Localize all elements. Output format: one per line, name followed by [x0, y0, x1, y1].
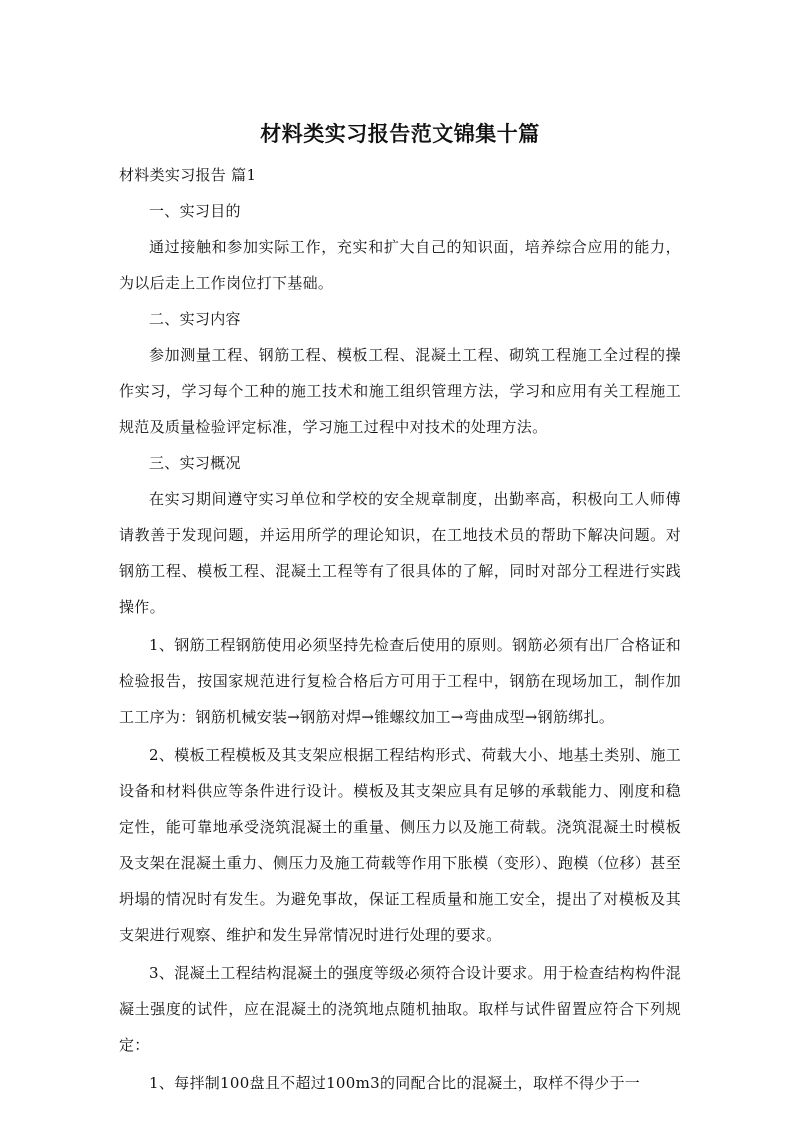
document-body [119, 157, 681, 1101]
paragraph-rebar: 1、钢筋工程钢筋使用必须坚持先检查后使用的原则。钢筋必须有出厂合格证和检验报告，按国家规范进行复检合格后方可用于工程中，钢筋在现场加工，制作加工工序为：钢筋机械安装→钢筋对焊→锥螺纹加工→弯曲成型→钢筋绑扎。 [119, 636, 681, 726]
paragraph-formwork: 2、模板工程模板及其支架应根据工程结构形式、荷载大小、地基土类别、施工设备和材料供应等条件进行设计。模板及其支架应具有足够的承载能力、刚度和稳定性，能可靠地承受浇筑混凝土的重量、侧压力以及施工荷载。浇筑混凝土时模板及支架在混凝土重力、侧压力及施工荷载等作用下胀模（变形）、跑模（位移）甚至坍塌的情况时有发生。为避免事故，保证工程质量和施工安全，提出了对模板及其支架进行观察、维护和发生异常情况时进行处理的要求。 [119, 746, 681, 944]
section-heading-report: 材料类实习报告 篇1 [119, 166, 257, 184]
heading-overview: 三、实习概况 [149, 454, 241, 472]
paragraph-overview: 在实习期间遵守实习单位和学校的安全规章制度，出勤率高，积极向工人师傅请教善于发现问题，并运用所学的理论知识，在工地技术员的帮助下解决问题。对钢筋工程、模板工程、混凝土工程等有了很具体的了解，同时对部分工程进行实践操作。 [119, 490, 681, 616]
heading-content: 二、实习内容 [149, 310, 241, 328]
paragraph-purpose: 通过接触和参加实际工作，充实和扩大自己的知识面，培养综合应用的能力，为以后走上工作岗位打下基础。 [119, 238, 681, 292]
document-title: 材料类实习报告范文锦集十篇 [260, 122, 540, 146]
paragraph-content: 参加测量工程、钢筋工程、模板工程、混凝土工程、砌筑工程施工全过程的操作实习，学习每个工种的施工技术和施工组织管理方法，学习和应用有关工程施工规范及质量检验评定标准，学习施工过程中对技术的处理方法。 [119, 346, 681, 436]
paragraph-sampling: 1、每拌制100盘且不超过100m3的同配合比的混凝土，取样不得少于一 [149, 1074, 641, 1092]
paragraph-concrete: 3、混凝土工程结构混凝土的强度等级必须符合设计要求。用于检查结构构件混凝土强度的试件，应在混凝土的浇筑地点随机抽取。取样与试件留置应符合下列规定： [119, 964, 681, 1054]
heading-purpose: 一、实习目的 [149, 202, 241, 220]
